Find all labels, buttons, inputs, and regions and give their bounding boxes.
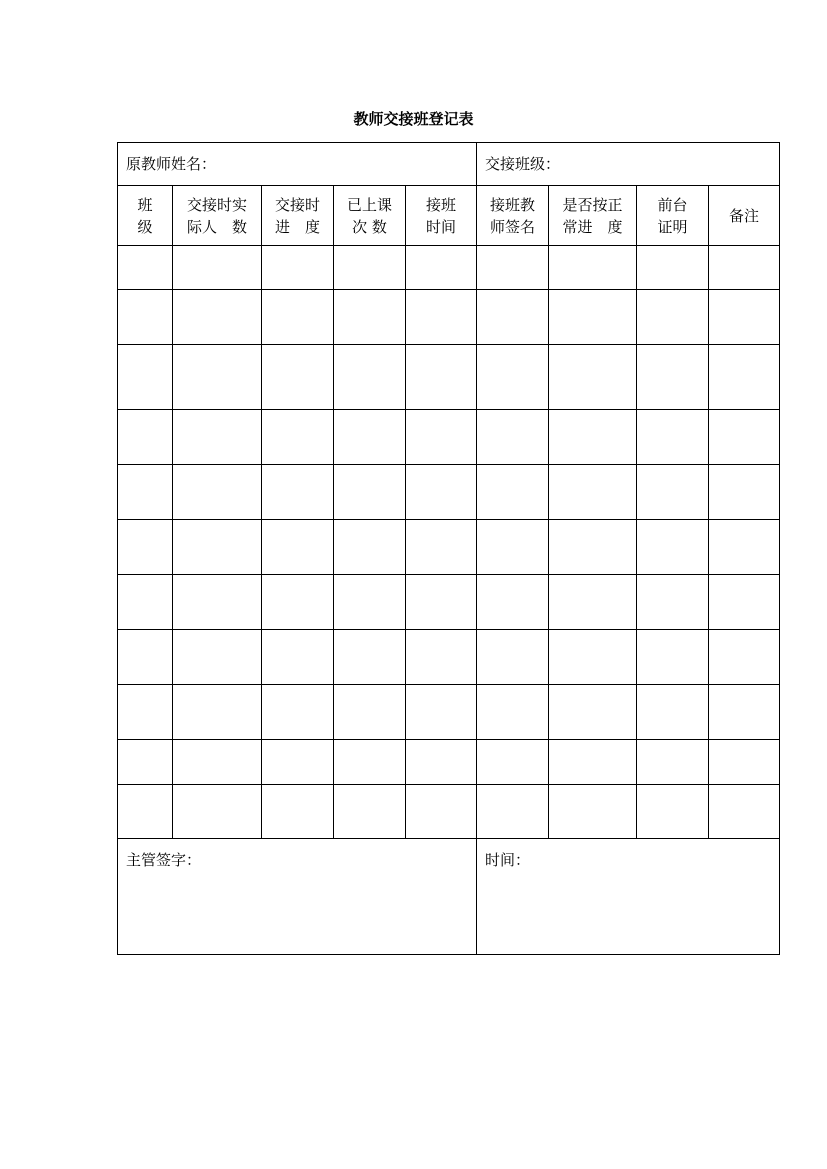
table-row — [118, 520, 780, 575]
table-cell[interactable] — [118, 246, 173, 290]
table-cell[interactable] — [173, 465, 262, 520]
table-cell[interactable] — [173, 785, 262, 839]
table-cell[interactable] — [118, 465, 173, 520]
header-row — [118, 186, 780, 246]
original-teacher-name-field[interactable] — [118, 143, 477, 186]
table-cell[interactable] — [173, 246, 262, 290]
table-cell[interactable] — [406, 246, 477, 290]
time-label: 时间： — [485, 851, 531, 869]
table-cell[interactable] — [334, 246, 406, 290]
col-header-lessons-taught — [334, 186, 406, 246]
table-cell[interactable] — [477, 290, 549, 345]
table-cell[interactable] — [709, 740, 780, 785]
table-cell[interactable] — [334, 345, 406, 410]
col-header-actual-count — [173, 186, 262, 246]
table-cell[interactable] — [334, 740, 406, 785]
col-header-normal-progress-l1: 是否按正 — [562, 195, 623, 214]
col-header-progress — [262, 186, 334, 246]
table-cell[interactable] — [262, 345, 334, 410]
table-cell[interactable] — [549, 575, 637, 630]
col-header-class — [118, 186, 173, 246]
table-cell[interactable] — [262, 290, 334, 345]
table-cell[interactable] — [549, 345, 637, 410]
table-row — [118, 685, 780, 740]
table-cell[interactable] — [477, 785, 549, 839]
table-cell[interactable] — [477, 740, 549, 785]
col-header-normal-progress — [549, 186, 637, 246]
table-cell[interactable] — [118, 785, 173, 839]
table-cell[interactable] — [637, 630, 709, 685]
table-cell[interactable] — [406, 290, 477, 345]
document-title: 教师交接班登记表 — [353, 110, 474, 128]
table-cell[interactable] — [709, 520, 780, 575]
table-cell[interactable] — [173, 290, 262, 345]
table-cell[interactable] — [173, 740, 262, 785]
table-cell[interactable] — [549, 520, 637, 575]
table-cell[interactable] — [477, 630, 549, 685]
col-header-class-l2: 级 — [137, 217, 153, 236]
table-cell[interactable] — [118, 345, 173, 410]
table-row — [118, 740, 780, 785]
table-cell[interactable] — [118, 290, 173, 345]
table-cell[interactable] — [334, 290, 406, 345]
table-cell[interactable] — [334, 630, 406, 685]
table-cell[interactable] — [477, 575, 549, 630]
handover-class-label: 交接班级： — [485, 155, 561, 173]
table-cell[interactable] — [709, 410, 780, 465]
col-header-takeover-time — [406, 186, 477, 246]
supervisor-signature-field[interactable] — [118, 839, 477, 955]
table-cell[interactable] — [709, 345, 780, 410]
table-cell[interactable] — [118, 575, 173, 630]
col-header-lessons-taught-l2: 次 数 — [352, 217, 387, 236]
col-header-teacher-signature-l1: 接班教 — [490, 195, 536, 214]
table-cell[interactable] — [549, 740, 637, 785]
table-cell[interactable] — [262, 246, 334, 290]
col-header-teacher-signature-l2: 师签名 — [490, 217, 536, 236]
table-cell[interactable] — [334, 465, 406, 520]
col-header-class-l1: 班 — [137, 195, 153, 214]
table-row — [118, 575, 780, 630]
table-cell[interactable] — [262, 785, 334, 839]
col-header-takeover-time-l2: 时间 — [426, 217, 457, 236]
table-cell[interactable] — [334, 520, 406, 575]
col-header-normal-progress-l2: 常进 度 — [562, 217, 623, 236]
table-cell[interactable] — [637, 685, 709, 740]
col-header-takeover-time-l1: 接班 — [426, 195, 457, 214]
table-cell[interactable] — [709, 785, 780, 839]
table-cell[interactable] — [334, 575, 406, 630]
table-cell[interactable] — [262, 685, 334, 740]
info-row — [118, 143, 780, 186]
table-row — [118, 410, 780, 465]
table-cell[interactable] — [262, 465, 334, 520]
table-cell[interactable] — [406, 465, 477, 520]
handover-register-table — [117, 142, 780, 955]
table-cell[interactable] — [173, 575, 262, 630]
table-cell[interactable] — [549, 630, 637, 685]
table-cell[interactable] — [173, 345, 262, 410]
table-row — [118, 630, 780, 685]
table-cell[interactable] — [406, 520, 477, 575]
footer-row — [118, 839, 780, 955]
table-cell[interactable] — [173, 630, 262, 685]
table-cell[interactable] — [709, 575, 780, 630]
table-cell[interactable] — [262, 520, 334, 575]
handover-class-field[interactable] — [477, 143, 780, 186]
table-cell[interactable] — [334, 685, 406, 740]
table-cell[interactable] — [477, 410, 549, 465]
table-cell[interactable] — [549, 290, 637, 345]
table-cell[interactable] — [637, 465, 709, 520]
table-cell[interactable] — [477, 465, 549, 520]
col-header-actual-count-l2: 际人 数 — [186, 217, 247, 236]
table-cell[interactable] — [637, 410, 709, 465]
table-cell[interactable] — [173, 520, 262, 575]
table-cell[interactable] — [118, 520, 173, 575]
table-cell[interactable] — [637, 246, 709, 290]
table-cell[interactable] — [709, 465, 780, 520]
table-row — [118, 246, 780, 290]
table-cell[interactable] — [477, 520, 549, 575]
col-header-remarks-l1: 备注 — [729, 206, 760, 225]
col-header-front-desk-proof — [637, 186, 709, 246]
table-row — [118, 465, 780, 520]
table-cell[interactable] — [406, 740, 477, 785]
table-cell[interactable] — [118, 410, 173, 465]
table-cell[interactable] — [549, 465, 637, 520]
table-cell[interactable] — [477, 345, 549, 410]
original-teacher-name-label: 原教师姓名： — [126, 155, 217, 173]
col-header-lessons-taught-l1: 已上课 — [346, 195, 392, 214]
time-field[interactable] — [477, 839, 780, 955]
table-cell[interactable] — [549, 410, 637, 465]
table-cell[interactable] — [637, 345, 709, 410]
table-cell[interactable] — [406, 685, 477, 740]
table-cell[interactable] — [173, 410, 262, 465]
col-header-progress-l1: 交接时 — [274, 195, 320, 214]
table-cell[interactable] — [709, 246, 780, 290]
table-cell[interactable] — [406, 630, 477, 685]
table-cell[interactable] — [118, 740, 173, 785]
table-cell[interactable] — [709, 630, 780, 685]
table-row — [118, 785, 780, 839]
table-cell[interactable] — [549, 685, 637, 740]
supervisor-signature-label: 主管签字： — [126, 851, 202, 869]
col-header-front-desk-proof-l2: 证明 — [657, 217, 688, 236]
table-cell[interactable] — [334, 785, 406, 839]
table-cell[interactable] — [406, 345, 477, 410]
table-cell[interactable] — [709, 685, 780, 740]
table-cell[interactable] — [406, 785, 477, 839]
col-header-actual-count-l1: 交接时实 — [186, 195, 247, 214]
table-cell[interactable] — [334, 410, 406, 465]
table-cell[interactable] — [118, 630, 173, 685]
table-row — [118, 345, 780, 410]
table-cell[interactable] — [262, 575, 334, 630]
table-cell[interactable] — [637, 290, 709, 345]
col-header-teacher-signature — [477, 186, 549, 246]
table-cell[interactable] — [637, 520, 709, 575]
table-cell[interactable] — [477, 246, 549, 290]
col-header-front-desk-proof-l1: 前台 — [657, 195, 688, 214]
table-cell[interactable] — [637, 740, 709, 785]
table-cell[interactable] — [637, 575, 709, 630]
table-cell[interactable] — [406, 410, 477, 465]
table-cell[interactable] — [637, 785, 709, 839]
col-header-remarks — [709, 186, 780, 246]
table-cell[interactable] — [262, 740, 334, 785]
table-cell[interactable] — [406, 575, 477, 630]
table-cell[interactable] — [173, 685, 262, 740]
table-cell[interactable] — [549, 785, 637, 839]
table-cell[interactable] — [118, 685, 173, 740]
table-cell[interactable] — [709, 290, 780, 345]
table-cell[interactable] — [262, 410, 334, 465]
table-cell[interactable] — [477, 685, 549, 740]
table-cell[interactable] — [262, 630, 334, 685]
table-cell[interactable] — [549, 246, 637, 290]
col-header-progress-l2: 进 度 — [274, 217, 320, 236]
table-row — [118, 290, 780, 345]
